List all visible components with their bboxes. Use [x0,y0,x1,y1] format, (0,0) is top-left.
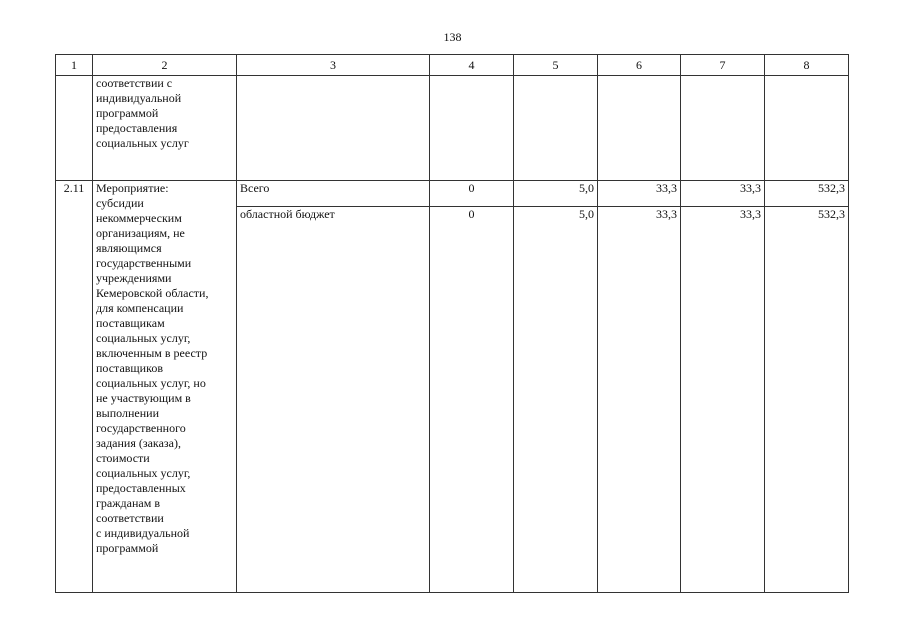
cell-value-col4: 0 [430,181,514,207]
cell-funding-source: областной бюджет [237,207,430,593]
cell-value-col8: 532,3 [765,181,849,207]
cell-code-empty [56,76,93,181]
cell-empty [598,76,681,181]
table-header-row [56,55,849,76]
cell-value-col7: 33,3 [681,181,765,207]
budget-table [55,54,849,593]
cell-value-col5: 5,0 [514,207,598,593]
cell-item-description: Мероприятие: субсидии некоммерческим организациям, не являющимся государственными учреждениями Кемеровской области, для компенсации поставщикам социальных услуг, включенным в реестр поставщиков социальных услуг, но не участвующим в выполнении государственного задания (заказа), стоимости социальных услуг, предоставленных гражданам в соответствии с индивидуальной программой [93,181,237,593]
cell-value-col4: 0 [430,207,514,593]
cell-item-code: 2.11 [56,181,93,593]
cell-value-col5: 5,0 [514,181,598,207]
cell-empty [237,76,430,181]
column-header-6: 6 [598,55,681,76]
column-header-3: 3 [237,55,430,76]
cell-empty [514,76,598,181]
cell-value-col6: 33,3 [598,207,681,593]
table-row-total [56,181,849,207]
page-number: 138 [443,30,462,44]
column-header-1: 1 [56,55,93,76]
column-header-2: 2 [93,55,237,76]
cell-value-col7: 33,3 [681,207,765,593]
cell-empty [765,76,849,181]
cell-value-col6: 33,3 [598,181,681,207]
cell-empty [430,76,514,181]
column-header-7: 7 [681,55,765,76]
cell-continuation-description: соответствии с индивидуальной программой предоставления социальных услуг [93,76,237,181]
column-header-4: 4 [430,55,514,76]
column-header-8: 8 [765,55,849,76]
cell-empty [681,76,765,181]
cell-funding-source: Всего [237,181,430,207]
cell-value-col8: 532,3 [765,207,849,593]
column-header-5: 5 [514,55,598,76]
table-row-continuation [56,76,849,181]
